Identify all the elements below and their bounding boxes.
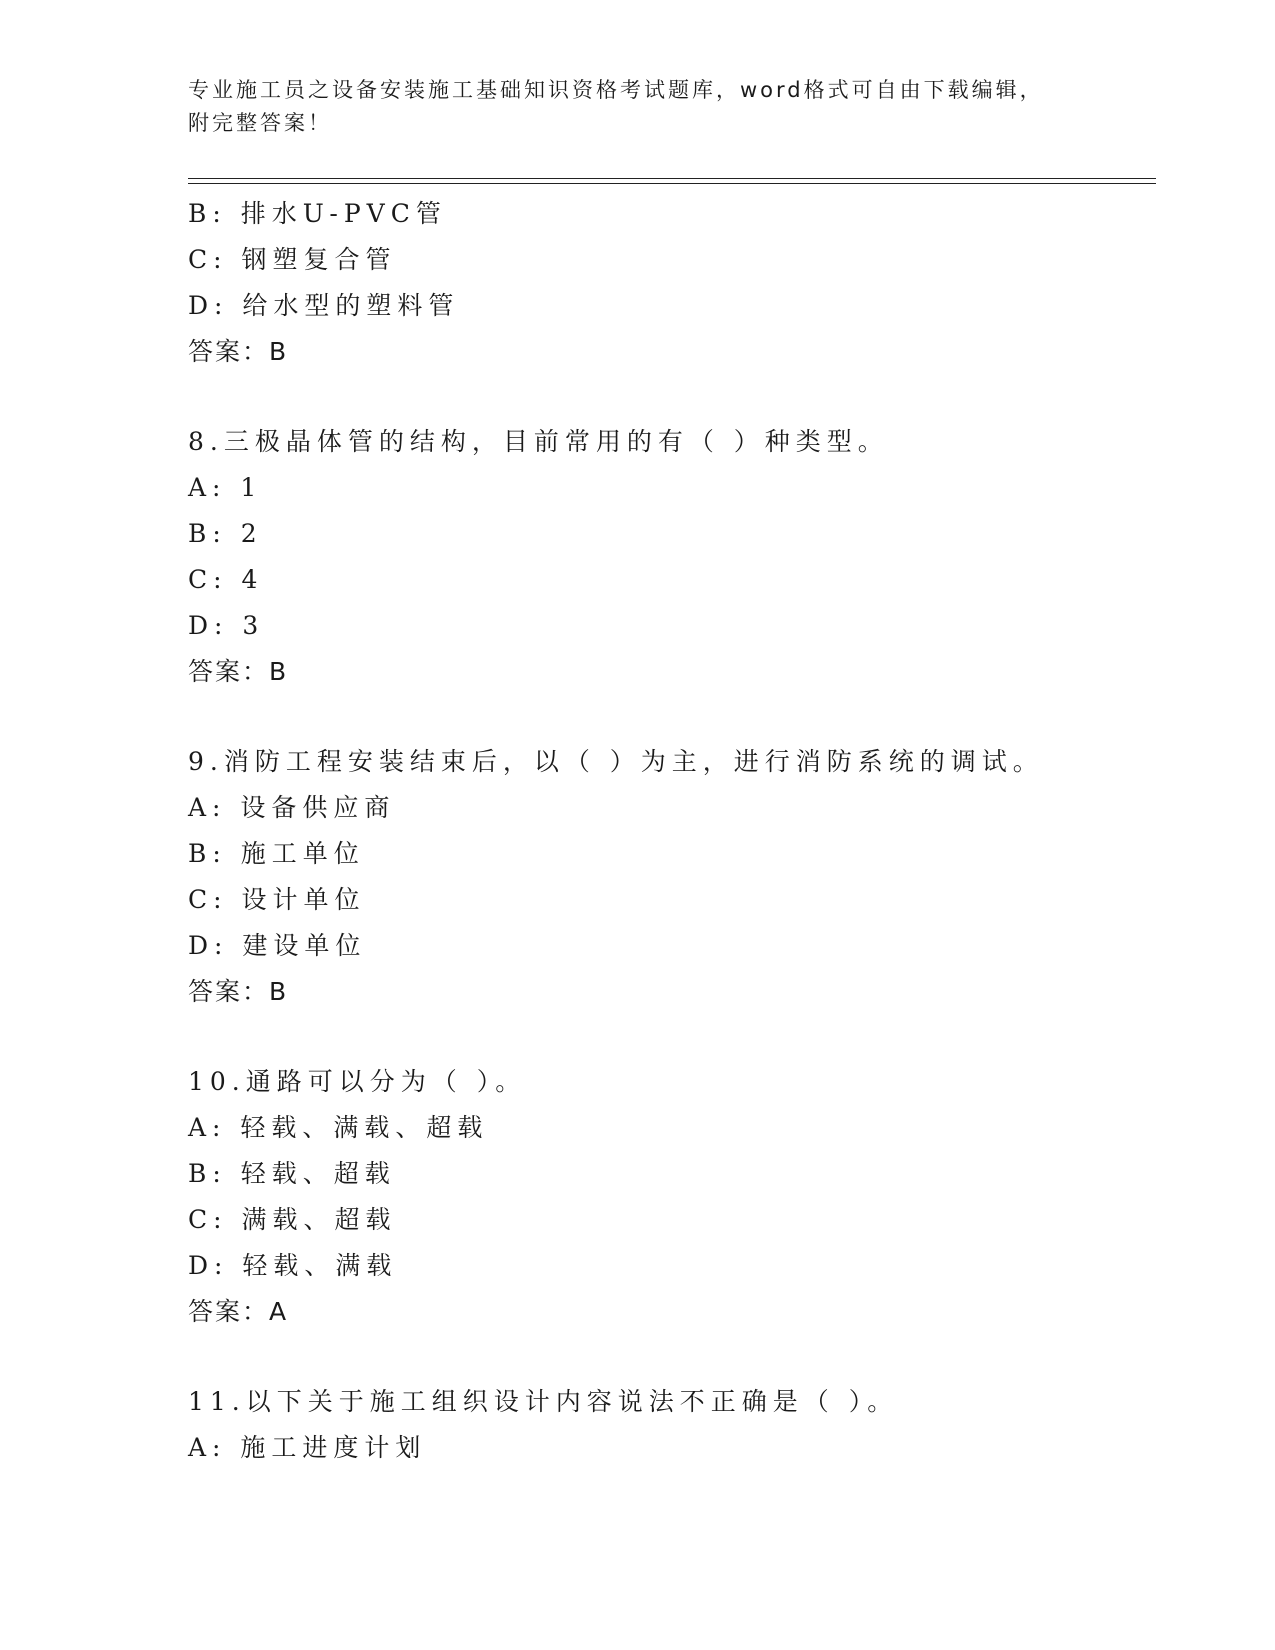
- spacer: [188, 1335, 1148, 1379]
- question-9-text: 9.消防工程安装结束后，以（ ）为主，进行消防系统的调试。: [188, 747, 1044, 776]
- question-7-option-b: B: 排水U-PVC管: [188, 199, 447, 228]
- question-10-option-c: C: 满载、超载: [188, 1205, 397, 1234]
- spacer: [188, 1015, 1148, 1059]
- question-10-block: [188, 1059, 1148, 1335]
- question-8-option-c: C: 4: [188, 565, 264, 594]
- question-11-option-a: A: 施工进度计划: [188, 1433, 427, 1462]
- question-7-option-d: D: 给水型的塑料管: [188, 291, 460, 320]
- question-9-block: [188, 739, 1148, 1015]
- question-10-option-b: B: 轻载、超载: [188, 1159, 396, 1188]
- question-11-block: [188, 1379, 1148, 1471]
- spacer: [188, 695, 1148, 739]
- header-divider-top: [188, 178, 1156, 179]
- question-10-text: 10.通路可以分为（ ）。: [188, 1067, 527, 1096]
- question-8-option-b: B: 2: [188, 519, 263, 548]
- question-9-answer: 答案：B: [188, 977, 289, 1006]
- question-10-option-a: A: 轻载、满载、超载: [188, 1113, 489, 1142]
- header-title-line-2: 附完整答案！: [188, 111, 332, 135]
- question-11-text: 11.以下关于施工组织设计内容说法不正确是（ ）。: [188, 1387, 899, 1416]
- question-9-option-a: A: 设备供应商: [188, 793, 396, 822]
- document-header: [188, 74, 1088, 140]
- question-10-option-d: D: 轻载、满载: [188, 1251, 398, 1280]
- question-8-option-a: A: 1: [188, 473, 263, 502]
- question-list: [188, 191, 1148, 1471]
- question-7-answer: 答案：B: [188, 337, 289, 366]
- question-7-block: [188, 191, 1148, 375]
- question-7-option-c: C: 钢塑复合管: [188, 245, 397, 274]
- question-9-option-c: C: 设计单位: [188, 885, 366, 914]
- question-8-answer: 答案：B: [188, 657, 289, 686]
- question-8-option-d: D: 3: [188, 611, 265, 640]
- question-9-option-b: B: 施工单位: [188, 839, 365, 868]
- question-9-option-d: D: 建设单位: [188, 931, 367, 960]
- question-10-answer: 答案：A: [188, 1297, 289, 1326]
- spacer: [188, 375, 1148, 419]
- header-title-line-1: 专业施工员之设备安装施工基础知识资格考试题库，word格式可自由下载编辑，: [188, 78, 1044, 102]
- question-8-text: 8.三极晶体管的结构，目前常用的有（ ）种类型。: [188, 427, 889, 456]
- question-8-block: [188, 419, 1148, 695]
- header-divider-bottom: [188, 183, 1156, 184]
